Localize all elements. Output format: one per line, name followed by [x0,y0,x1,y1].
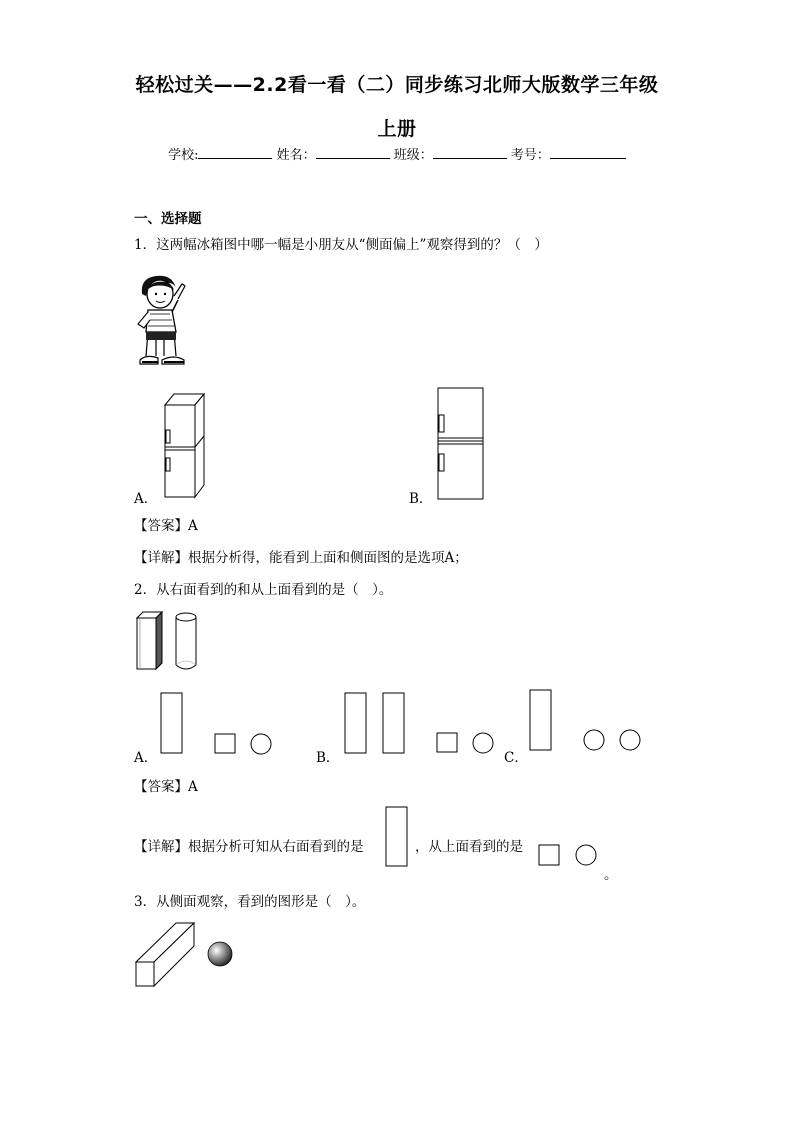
option-b-fridge-front-image [437,387,485,500]
page-title-line1: 轻松过关——2.2看一看（二）同步练习北师大版数学三年级 [135,74,659,96]
school-blank [198,145,272,159]
q2-option-b-label: B． [316,750,340,766]
class-label: 班级： [393,148,433,163]
exam-no-blank [550,145,626,159]
q1-option-a-label: A． [134,491,158,507]
section-heading: 一、选择题 [134,211,202,227]
q2-detail-part2: ，从上面看到的是 [415,839,523,855]
q2-option-b-shapes [344,692,496,756]
school-label: 学校: [168,148,199,163]
q2-detail-end: 。 [604,867,618,883]
question-2-text: 2．从右面看到的和从上面看到的是（ ）。 [134,582,393,598]
q2-answer: 【答案】A [134,779,198,795]
q2-detail-top-view-shapes [538,844,600,868]
q2-option-a-shapes [160,692,276,756]
q1-answer: 【答案】A [134,518,198,534]
q2-detail-right-view-shape [385,806,409,868]
q2-option-c-shapes [529,689,645,753]
option-a-fridge-3d-image [164,391,206,498]
page-title-line2: 上册 [377,118,417,140]
q2-option-a-label: A． [134,750,158,766]
exam-no-label: 考号： [510,148,550,163]
question-3-text: 3．从侧面观察，看到的图形是（ ）。 [134,894,366,910]
name-blank [316,145,390,159]
question-1-text: 1．这两幅冰箱图中哪一幅是小朋友从“侧面偏上”观察得到的？（ ） [134,237,548,253]
prism-and-cylinder-image [134,611,204,671]
q1-detail: 【详解】根据分析得，能看到上面和侧面图的是选项A； [134,550,468,566]
class-blank [433,145,507,159]
q2-option-c-label: C． [504,750,528,766]
q2-detail-part1: 【详解】根据分析可知从右面看到的是 [134,839,364,855]
name-label: 姓名： [276,148,316,163]
student-info-row [0,144,794,163]
cuboid-and-sphere-image [134,920,236,990]
q1-option-b-label: B． [409,491,433,507]
child-figure-image [132,272,192,372]
